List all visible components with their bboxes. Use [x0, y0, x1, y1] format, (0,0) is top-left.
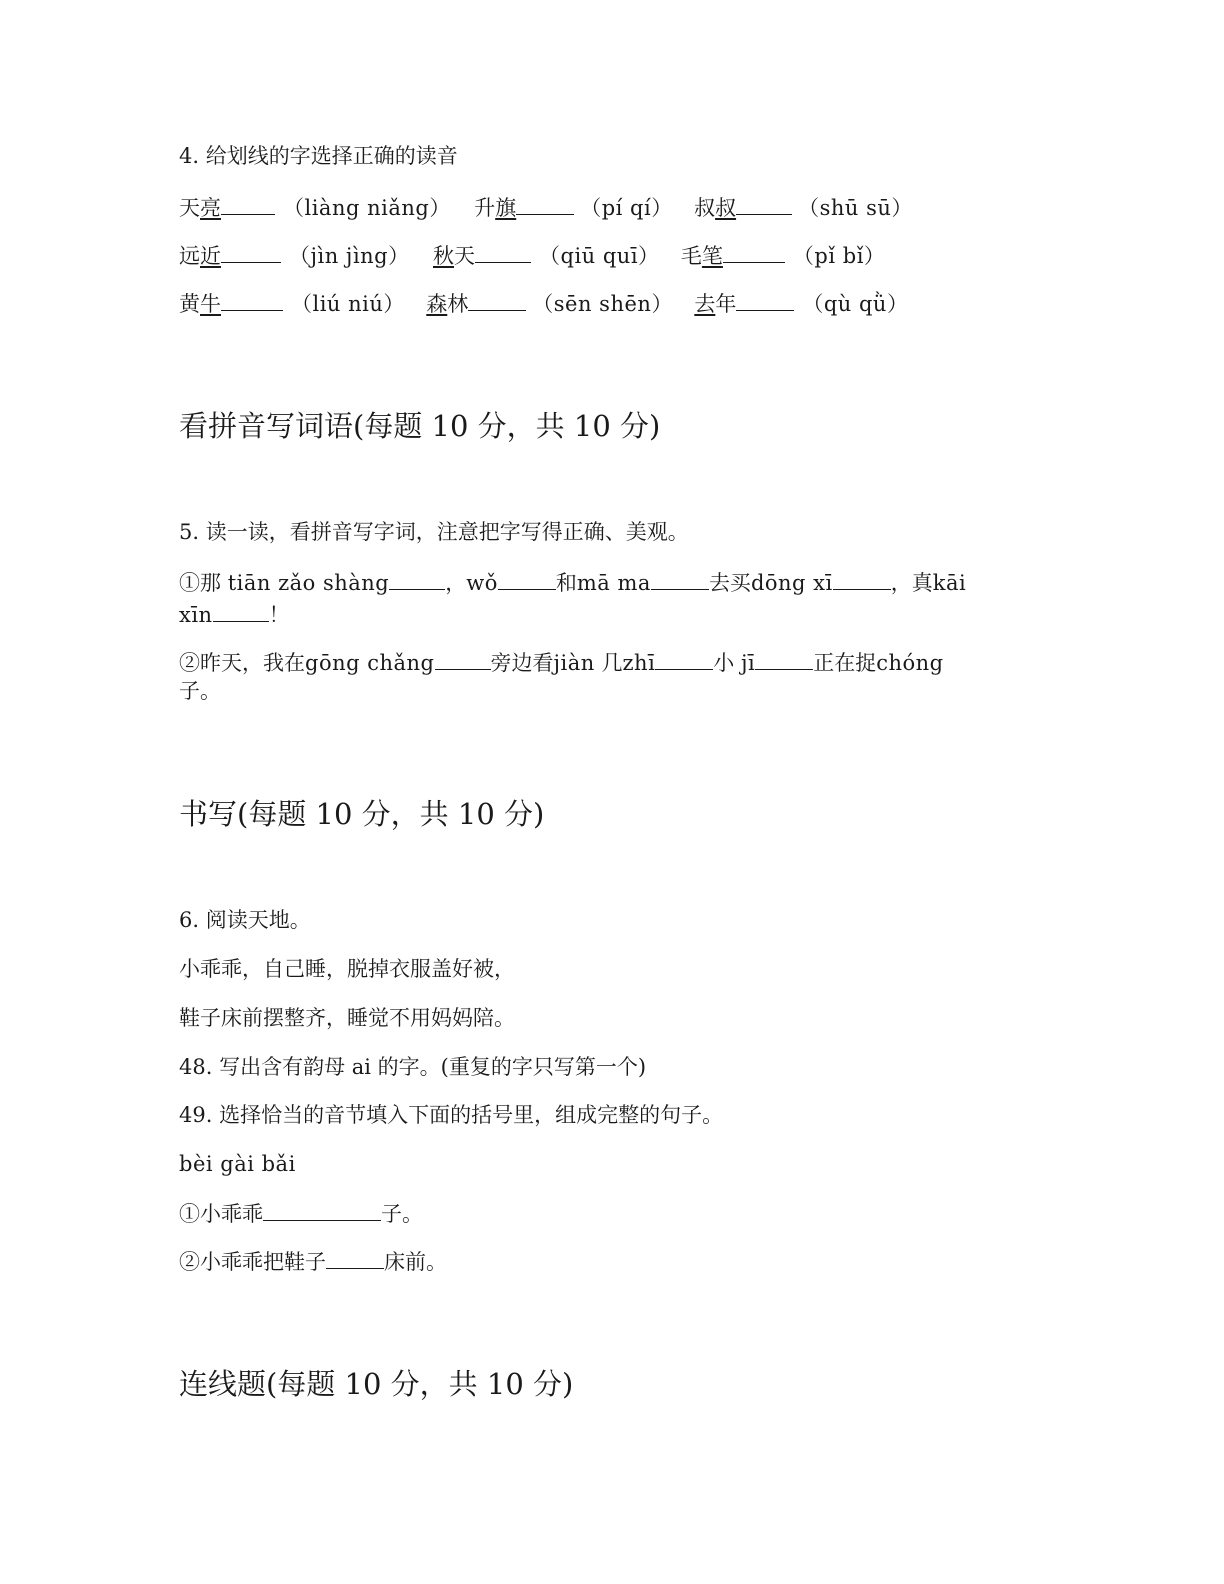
word-char: 天	[179, 196, 200, 220]
text: ！	[268, 603, 290, 627]
answer-blank[interactable]	[516, 192, 574, 215]
answer-blank[interactable]	[833, 567, 891, 590]
pinyin-options: （qù qǜ）	[802, 292, 909, 316]
answer-blank[interactable]	[221, 288, 283, 311]
q5-title: 5. 读一读，看拼音写字词，注意把字写得正确、美观。	[179, 520, 689, 544]
pinyin: tiān zǎo shàng	[227, 571, 390, 595]
answer-blank[interactable]	[435, 647, 491, 670]
q49-prompt: 49. 选择恰当的音节填入下面的括号里，组成完整的句子。	[179, 1103, 724, 1127]
pinyin: jī	[740, 651, 756, 675]
pinyin: kāi	[932, 571, 967, 595]
q48-prompt: 48. 写出含有韵母 ai 的字。(重复的字只写第一个)	[179, 1055, 647, 1079]
word-char: 远	[179, 244, 200, 268]
underlined-char: 亮	[200, 196, 221, 220]
syllable-options: bèi gài bǎi	[179, 1152, 296, 1176]
text: ②昨天，我在	[179, 651, 305, 675]
answer-blank[interactable]	[651, 567, 709, 590]
text: 旁边看	[490, 651, 554, 675]
q4-row-3	[179, 288, 908, 318]
answer-blank[interactable]	[263, 1198, 381, 1221]
q5-sentence-1	[179, 567, 966, 597]
q4-row-1	[179, 192, 913, 222]
text: 正在捉	[813, 651, 877, 675]
answer-blank[interactable]	[221, 240, 281, 263]
pinyin-options: （jìn jìng）	[289, 244, 410, 268]
q5-sentence-2-cont: 子。	[179, 679, 221, 703]
word-char: 毛	[680, 244, 702, 268]
text: 床前。	[384, 1250, 447, 1274]
pinyin-options: （sēn shēn）	[532, 292, 673, 316]
text: 和	[555, 571, 577, 595]
word-char: 黄	[179, 292, 200, 316]
section-heading-matching: 连线题(每题 10 分，共 10 分)	[179, 1367, 574, 1401]
underlined-char: 牛	[200, 292, 221, 316]
word-char: 叔	[694, 196, 716, 220]
pinyin: zhī	[622, 651, 656, 675]
pinyin-options: （pǐ bǐ）	[792, 244, 886, 268]
text: 子。	[381, 1202, 423, 1226]
answer-blank[interactable]	[498, 567, 556, 590]
text: ①小乖乖	[179, 1202, 263, 1226]
underlined-char: 森	[426, 292, 448, 316]
q5-sentence-2	[179, 647, 944, 677]
underlined-char: 去	[694, 292, 716, 316]
section-heading-pinyin: 看拼音写词语(每题 10 分，共 10 分)	[179, 409, 661, 443]
pinyin: xīn	[179, 603, 213, 627]
poem-line-1: 小乖乖，自己睡，脱掉衣服盖好被，	[179, 957, 515, 981]
underlined-char: 叔	[715, 196, 737, 220]
pinyin: chóng	[876, 651, 944, 675]
pinyin: mā ma	[576, 571, 651, 595]
word-char: 年	[715, 292, 737, 316]
underlined-char: 秋	[433, 244, 454, 268]
answer-blank[interactable]	[655, 647, 713, 670]
answer-blank[interactable]	[213, 599, 269, 622]
text: 几	[594, 651, 623, 675]
answer-blank[interactable]	[723, 240, 785, 263]
text: ①那	[179, 571, 228, 595]
q4-title: 4. 给划线的字选择正确的读音	[179, 144, 458, 168]
text: ②小乖乖把鞋子	[179, 1250, 326, 1274]
pinyin: wǒ	[466, 571, 498, 595]
word-char: 升	[474, 196, 496, 220]
pinyin: dōng xī	[750, 571, 833, 595]
answer-blank[interactable]	[221, 192, 275, 215]
poem-line-2: 鞋子床前摆整齐，睡觉不用妈妈陪。	[179, 1006, 515, 1030]
pinyin-options: （liàng niǎng）	[283, 196, 451, 220]
pinyin-options: （shū sū）	[798, 196, 913, 220]
answer-blank[interactable]	[326, 1246, 384, 1269]
pinyin-options: （pí qí）	[580, 196, 673, 220]
text: ，真	[890, 571, 933, 595]
q4-row-2	[179, 240, 885, 270]
q49-sentence-1	[179, 1198, 423, 1228]
section-heading-writing: 书写(每题 10 分，共 10 分)	[179, 797, 545, 831]
q49-sentence-2	[179, 1246, 447, 1276]
answer-blank[interactable]	[736, 288, 794, 311]
pinyin: gōng chǎng	[305, 651, 435, 675]
q5-sentence-1-cont	[179, 599, 290, 629]
text: 小	[713, 651, 741, 675]
pinyin-options: （liú niú）	[291, 292, 405, 316]
answer-blank[interactable]	[389, 567, 445, 590]
word-char: 天	[454, 244, 475, 268]
pinyin: jiàn	[553, 651, 595, 675]
underlined-char: 旗	[495, 196, 517, 220]
answer-blank[interactable]	[475, 240, 531, 263]
word-char: 林	[447, 292, 469, 316]
text: ，	[445, 571, 467, 595]
answer-blank[interactable]	[755, 647, 813, 670]
underlined-char: 近	[200, 244, 221, 268]
underlined-char: 笔	[701, 244, 723, 268]
q6-title: 6. 阅读天地。	[179, 908, 311, 932]
answer-blank[interactable]	[736, 192, 792, 215]
text: 去买	[708, 571, 751, 595]
pinyin-options: （qiū quī）	[539, 244, 660, 268]
answer-blank[interactable]	[468, 288, 526, 311]
